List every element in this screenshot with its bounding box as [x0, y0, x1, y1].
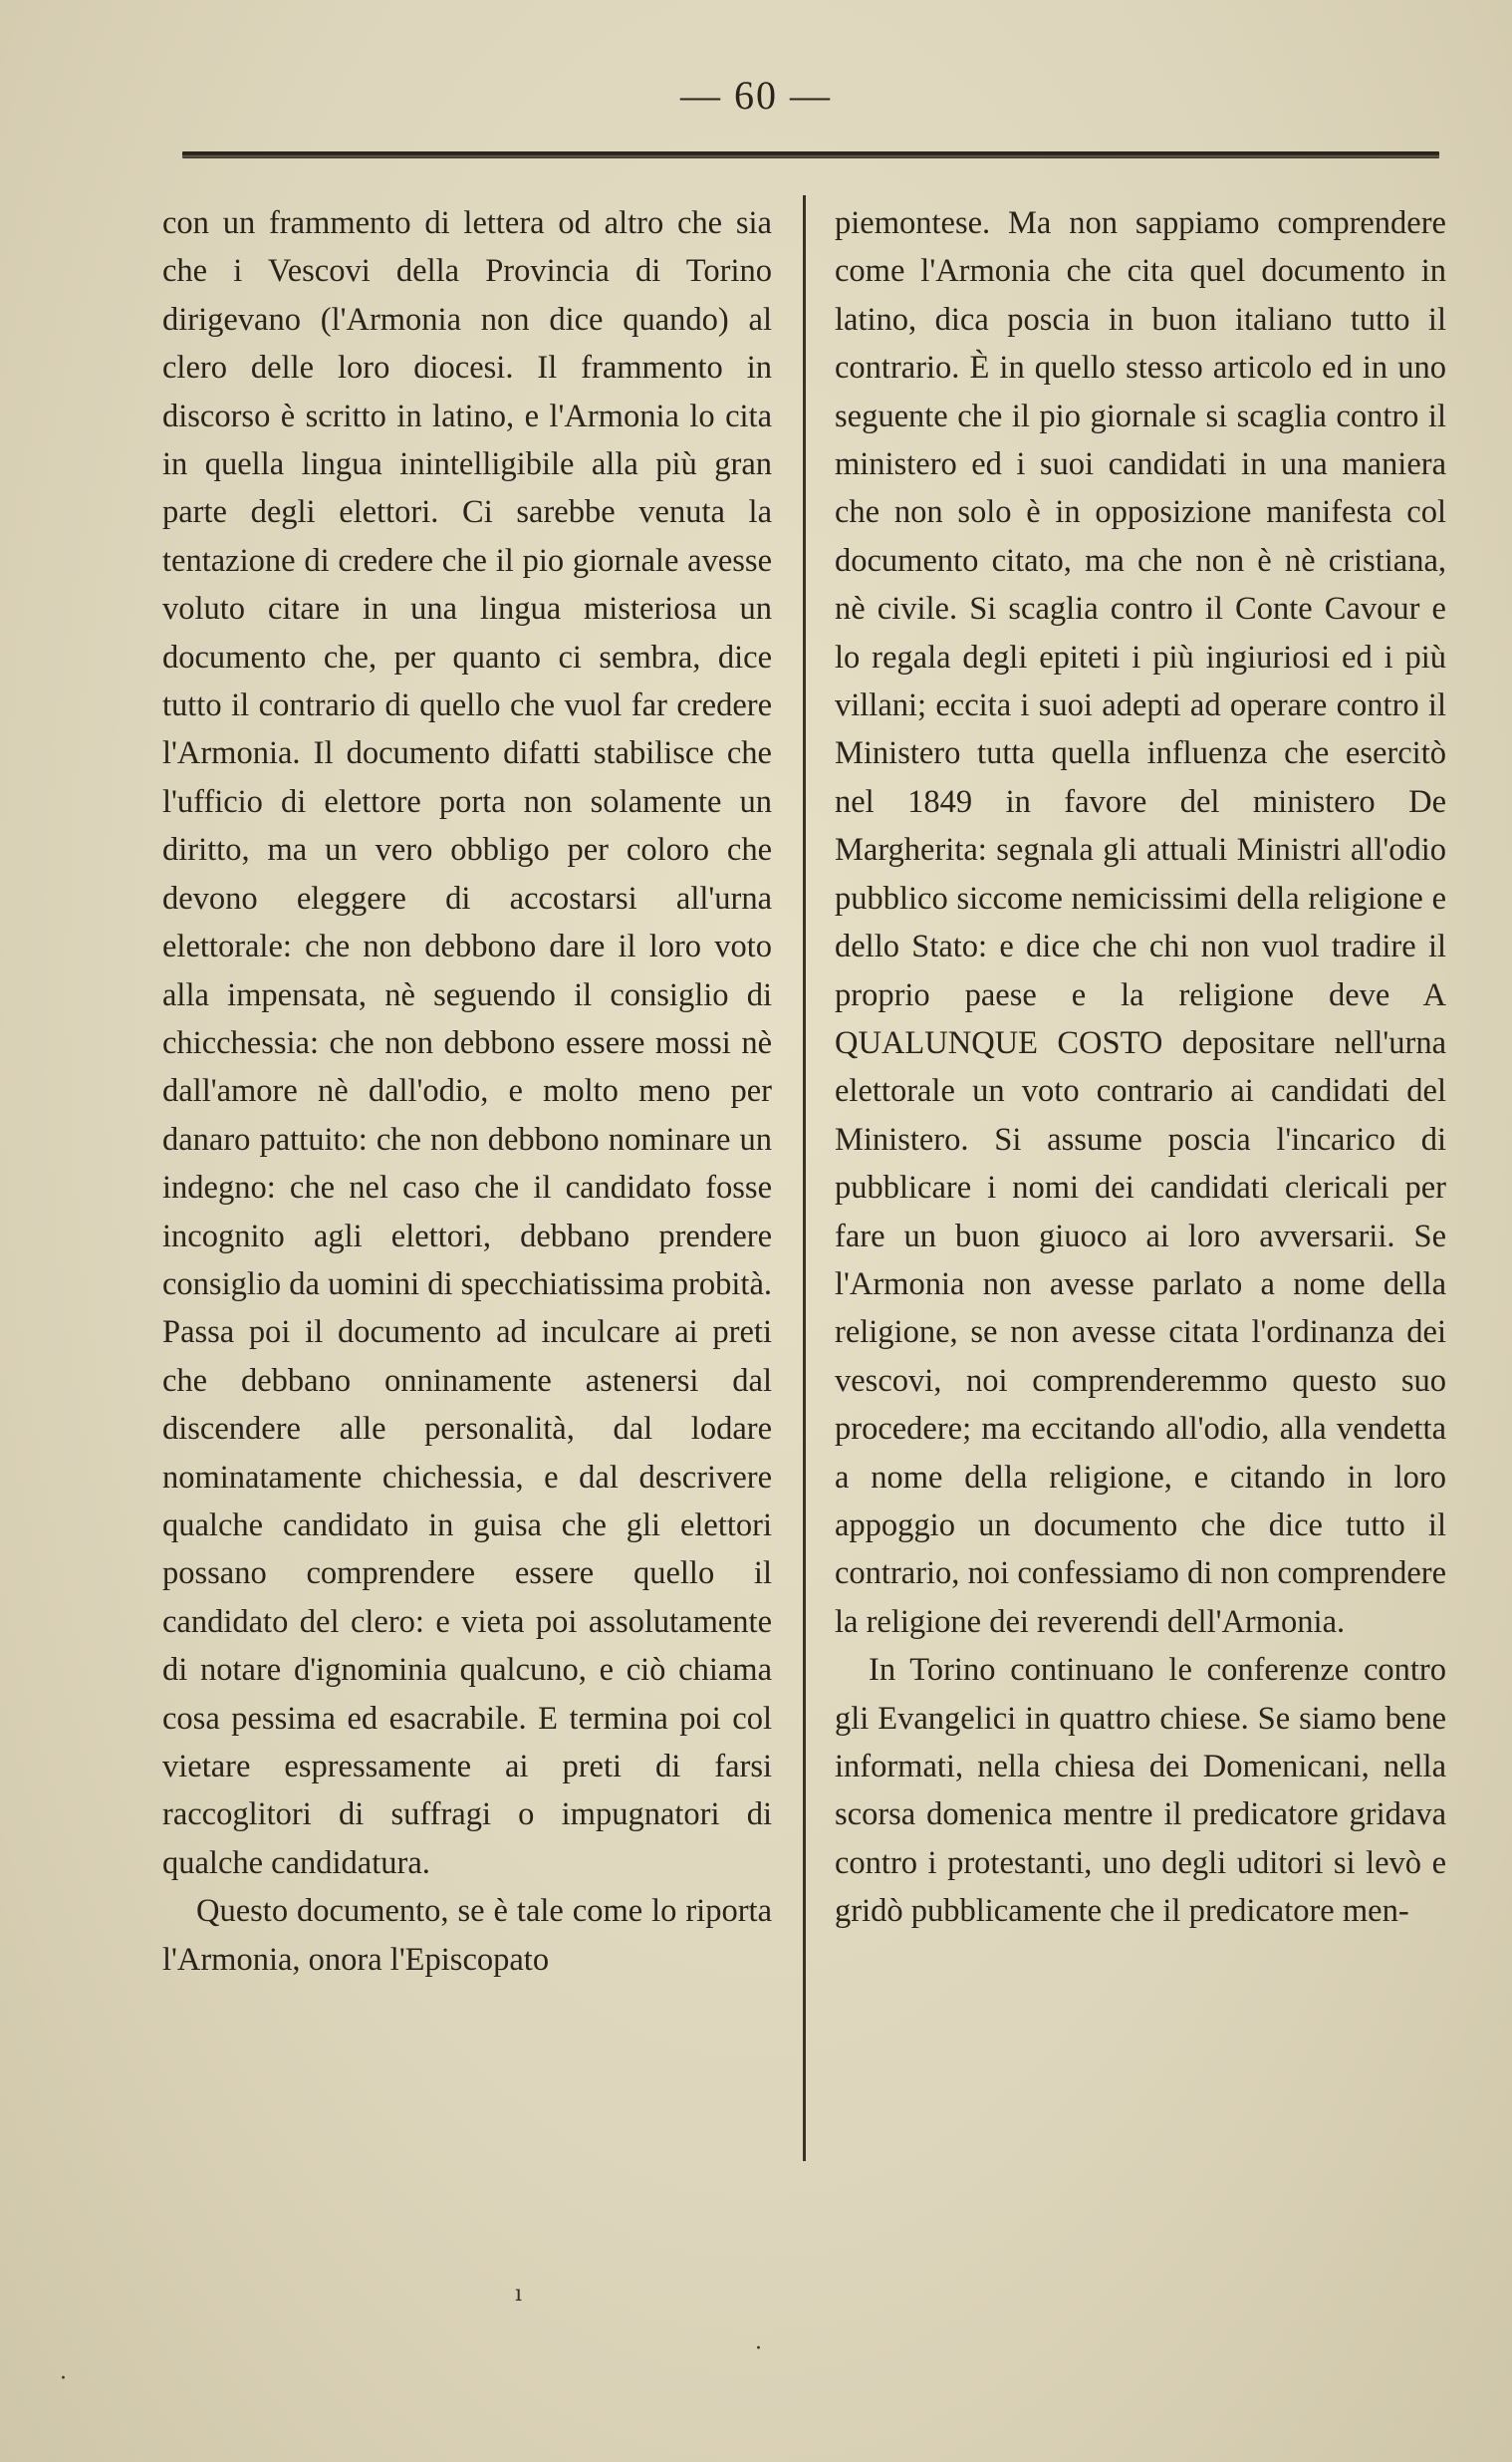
speck-mark: ı — [515, 2282, 523, 2307]
right-column — [835, 199, 1446, 1936]
header-rule — [182, 151, 1439, 158]
left-paragraph-1: con un frammento di lettera od altro che sia che i Vescovi della Provincia di Torino dirigevano (l'Armonia non dice quando) al clero delle loro diocesi. Il frammento in discorso è scritto in latino, e l'Armonia lo cita in quella lingua inintelligibile alla più gran parte degli elettori. Ci sarebbe venuta la tentazione di credere che il pio giornale avesse voluto citare in una lingua misteriosa un documento che, per quanto ci sembra, dice tutto il contrario di quello che vuol far credere l'Armonia. Il documento difatti stabilisce che l'ufficio di elettore porta non solamente un diritto, ma un vero obbligo per coloro che devono eleggere di accostarsi all'urna elettorale: che non debbono dare il loro voto alla impensata, nè seguendo il consiglio di chicchessia: che non debbono essere mossi nè dall'amore nè dall'odio, e molto meno per danaro pattuito: che non debbono nominare un indegno: che nel caso che il candidato fosse incognito agli elettori, debbano prendere consiglio da uomini di specchiatissima probità. Passa poi il documento ad inculcare ai preti che debbano onninamente astenersi dal discendere alle personalità, dal lodare nominatamente chichessia, e dal descrivere qualche candidato in guisa che gli elettori possano comprendere essere quello il candidato del clero: e vieta poi assolutamente di notare d'ignominia qualcuno, e ciò chiama cosa pessima ed esacrabile. E termina poi col vietare espressamente ai preti di farsi raccoglitori di suffragi o impugnatori di qualche candidatura. — [162, 205, 772, 1881]
speck-mark: · — [60, 2366, 67, 2391]
left-column — [162, 199, 772, 1984]
page-number: — 60 — — [680, 73, 832, 118]
speck-mark: · — [755, 2336, 762, 2361]
right-paragraph-2: In Torino continuano le conferenze contro gli Evangelici in quattro chiese. Se siamo bene informati, nella chiesa dei Domenicani, nella scorsa domenica mentre il predicatore gridava contro i protestanti, uno degli uditori si levò e gridò pubblicamente che il predicatore men- — [835, 1652, 1446, 1930]
column-divider — [803, 195, 806, 2161]
right-paragraph-1: piemontese. Ma non sappiamo comprendere come l'Armonia che cita quel documento in latino, dica poscia in buon italiano tutto il contrario. È in quello stesso articolo ed in uno seguente che il pio giornale si scaglia contro il ministero ed i suoi candidati in una maniera che non solo è in opposizione manifesta col documento citato, ma che non è nè cristiana, nè civile. Si scaglia contro il Conte Cavour e lo regala degli epiteti i più ingiuriosi ed i più villani; eccita i suoi adepti ad operare contro il Ministero tutta quella influenza che esercitò nel 1849 in favore del ministero De Margherita: segnala gli attuali Ministri all'odio pubblico siccome nemicissimi della religione e dello Stato: e dice che chi non vuol tradire il proprio paese e la religione deve A QUALUNQUE COSTO depositare nell'urna elettorale un voto contrario ai candidati del Ministero. Si assume poscia l'incarico di pubblicare i nomi dei candidati clericali per fare un buon giuoco ai loro avversarii. Se l'Armonia non avesse parlato a nome della religione, se non avesse citata l'ordinanza dei vescovi, noi comprenderemmo questo suo procedere; ma eccitando all'odio, alla vendetta a nome della religione, e citando in loro appoggio un documento che dice tutto il contrario, noi confessiamo di non comprendere la religione dei reverendi dell'Armonia. — [835, 205, 1446, 1640]
left-paragraph-2: Questo documento, se è tale come lo riporta l'Armonia, onora l'Episcopato — [162, 1893, 772, 1978]
